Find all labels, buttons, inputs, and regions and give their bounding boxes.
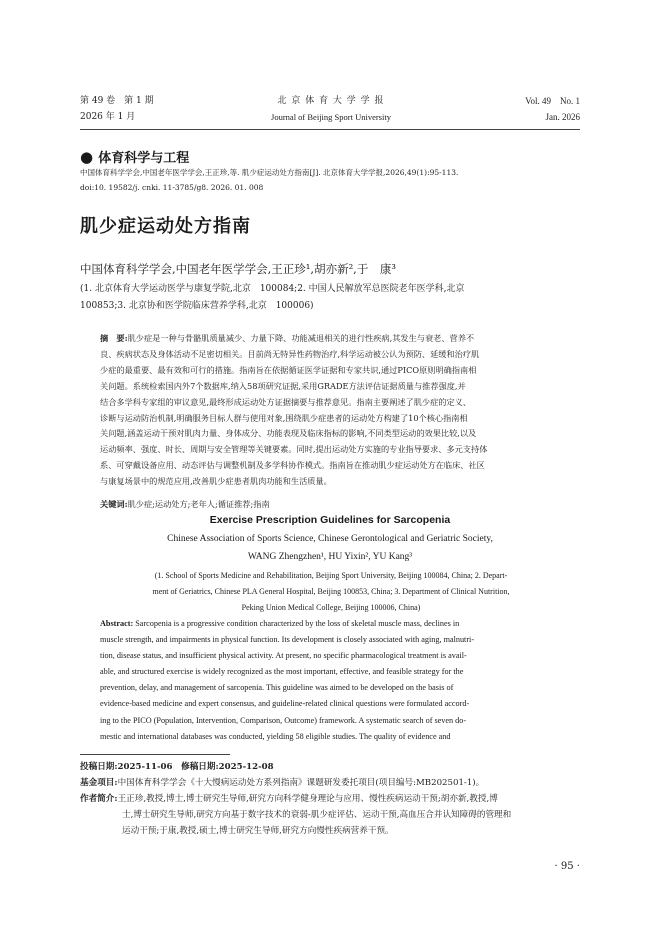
abstract-en-label: Abstract: xyxy=(100,619,134,628)
footnote-rule xyxy=(80,754,230,755)
abstract-cn-line: 诊断与运动防治机制,明确服务目标人群与使用对象,围绕肌少症患者的运动处方构建了10个核心指南相 xyxy=(100,412,468,423)
header-rule xyxy=(80,129,580,130)
abstract-cn xyxy=(100,331,562,490)
dates-text: 投稿日期:2025-11-06 修稿日期:2025-12-08 xyxy=(80,762,274,772)
abstract-cn-line: 少症的最重要、最有效和可行的措施。指南旨在依据循证医学证据和专家共识,通过PICO原则明确指南相 xyxy=(100,364,477,375)
abstract-cn-line: 肌少症是一种与骨骼肌质量减少、力量下降、功能减退相关的进行性疾病,其发生与衰老、营养不 xyxy=(127,333,475,343)
abstract-cn-line: 系、可穿戴设备应用、动态评估与调整机制及多学科协作模式。指南旨在推动肌少症运动处方在临床、社区 xyxy=(100,460,485,471)
abstract-cn-line: 关问题,涵盖运动干预对肌肉力量、身体成分、功能表现及临床指标的影响,不同类型运动的效果比较,以及 xyxy=(100,428,477,439)
affiliation-line-1: (1. 北京体育大学运动医学与康复学院,北京 100084;2. 中国人民解放军总医院老年医学科,北京 xyxy=(80,284,465,294)
abstract-en xyxy=(100,616,562,745)
bio-line: 王正珍,教授,博士,博士研究生导师,研究方向科学健身理论与应用、慢性疾病运动干预;胡亦新,教授,博 xyxy=(117,794,498,804)
section-title: 体育科学与工程 xyxy=(98,151,190,166)
english-aff-line: Peking Union Medical College, Beijing 100006, China) xyxy=(241,603,421,612)
abstract-cn-line: 结合多学科专家组的审议意见,最终形成运动处方证据摘要与推荐意见。指南主要阐述了肌少症的定义、 xyxy=(100,396,472,407)
footnote-dates xyxy=(80,760,274,775)
keywords-value: 肌少症;运动处方;老年人;循证推荐;指南 xyxy=(127,499,270,509)
header-date-en: Jan. 2026 xyxy=(545,112,580,122)
header-journal-en: Journal of Beijing Sport University xyxy=(271,112,391,122)
header-vol-en: Vol. 49 No. 1 xyxy=(525,96,580,106)
english-aff-line: (1. School of Sports Medicine and Rehabilitation, Beijing Sport University, Beijing 100084, China; 2. Depart- xyxy=(154,571,508,580)
fund-label: 基金项目: xyxy=(80,778,118,788)
header-date: 2026 年 1 月 xyxy=(80,112,136,122)
article-title: 肌少症运动处方指南 xyxy=(80,216,251,237)
english-title: Exercise Prescription Guidelines for Sarcopenia xyxy=(209,514,451,526)
abstract-en-line: Sarcopenia is a progressive condition characterized by the loss of skeletal muscle mass, declines in xyxy=(133,619,460,628)
abstract-cn-line: 良、疾病状态及身体活动不足密切相关。目前尚无特异性药物治疗,科学运动被公认为预防、延缓和治疗肌 xyxy=(100,348,480,359)
english-orgs: Chinese Association of Sports Science, Chinese Gerontological and Geriatric Society, xyxy=(167,534,493,544)
footnote-bio xyxy=(80,792,498,807)
page-number: · 95 · xyxy=(554,861,580,872)
bullet-icon: ● xyxy=(80,148,94,166)
bio-line: 运动干预;于康,教授,硕士,博士研究生导师,研究方向慢性疾病营养干预。 xyxy=(122,826,394,836)
abstract-en-line: evidence-based medicine and expert consensus, and guideline-related clinical questions were formulated accord- xyxy=(100,699,470,709)
header-volume: 第 49 卷 第 1 期 xyxy=(80,96,154,106)
abstract-en-line: muscle strength, and impairments in physical function. Its development is closely associated with aging, malnutri- xyxy=(100,635,475,645)
fund-text: 中国体育科学学会《十大慢病运动处方系列指南》课题研发委托项目(项目编号:MB202501-1)。 xyxy=(117,778,485,788)
abstract-cn-line: 关问题。系统检索国内外7个数据库,纳入58项研究证据,采用GRADE方法评估证据质量与推荐强度,并 xyxy=(100,380,466,391)
affiliation-line-2: 100853;3. 北京协和医学院临床营养学科,北京 100006) xyxy=(80,301,314,311)
abstract-en-line: tion, disease status, and insufficient physical activity. At present, no specific pharmacological treatment is avail- xyxy=(100,651,467,661)
abstract-en-line: ing to the PICO (Population, Intervention, Comparison, Outcome) framework. A systematic search of seven do- xyxy=(100,715,467,725)
header-journal-cn: 北 京 体 育 大 学 学 报 xyxy=(277,96,385,106)
author-list: 中国体育科学学会,中国老年医学学会,王正珍¹,胡亦新²,于 康³ xyxy=(80,262,396,276)
keywords-label: 关键词: xyxy=(100,499,128,509)
abstract-en-line: mestic and international databases was conducted, yielding 58 eligible studies. The quality of evidence and xyxy=(100,731,451,741)
bio-line: 士,博士研究生导师,研究方向基于数字技术的衰弱-肌少症评估、运动干预,高血压合并认知障碍的管理和 xyxy=(122,810,512,820)
abstract-cn-label: 摘 要: xyxy=(100,333,128,343)
abstract-cn-line: 运动频率、强度、时长、周期与安全管理等关键要素。同时,提出运动处方实施的专业指导要求、多元支持体 xyxy=(100,444,488,455)
bio-label: 作者简介: xyxy=(80,794,118,804)
abstract-en-line: prevention, delay, and management of sarcopenia. This guideline was aimed to be developed on the basis of xyxy=(100,683,454,693)
english-authors: WANG Zhengzhen¹, HU Yixin², YU Kang³ xyxy=(247,552,413,562)
abstract-en-line: able, and structured exercise is widely recognized as the most important, effective, and feasible strategy for the xyxy=(100,667,464,677)
section-heading xyxy=(80,147,189,166)
footnote-fund xyxy=(80,776,484,791)
english-aff-line: ment of Geriatrics, Chinese PLA General Hospital, Beijing 100853, China; 3. Department of Clinical Nutrition, xyxy=(152,587,510,596)
citation-line: 中国体育科学学会,中国老年医学学会,王正珍,等. 肌少症运动处方指南[J]. 北京体育大学学报,2026,49(1):95-113. xyxy=(80,168,459,177)
keywords xyxy=(100,497,270,512)
doi-line: doi:10. 19582/j. cnki. 11-3785/g8. 2026. 01. 008 xyxy=(80,183,264,192)
abstract-cn-line: 与康复场景中的规范应用,改善肌少症患者肌肉功能和生活质量。 xyxy=(100,476,332,487)
